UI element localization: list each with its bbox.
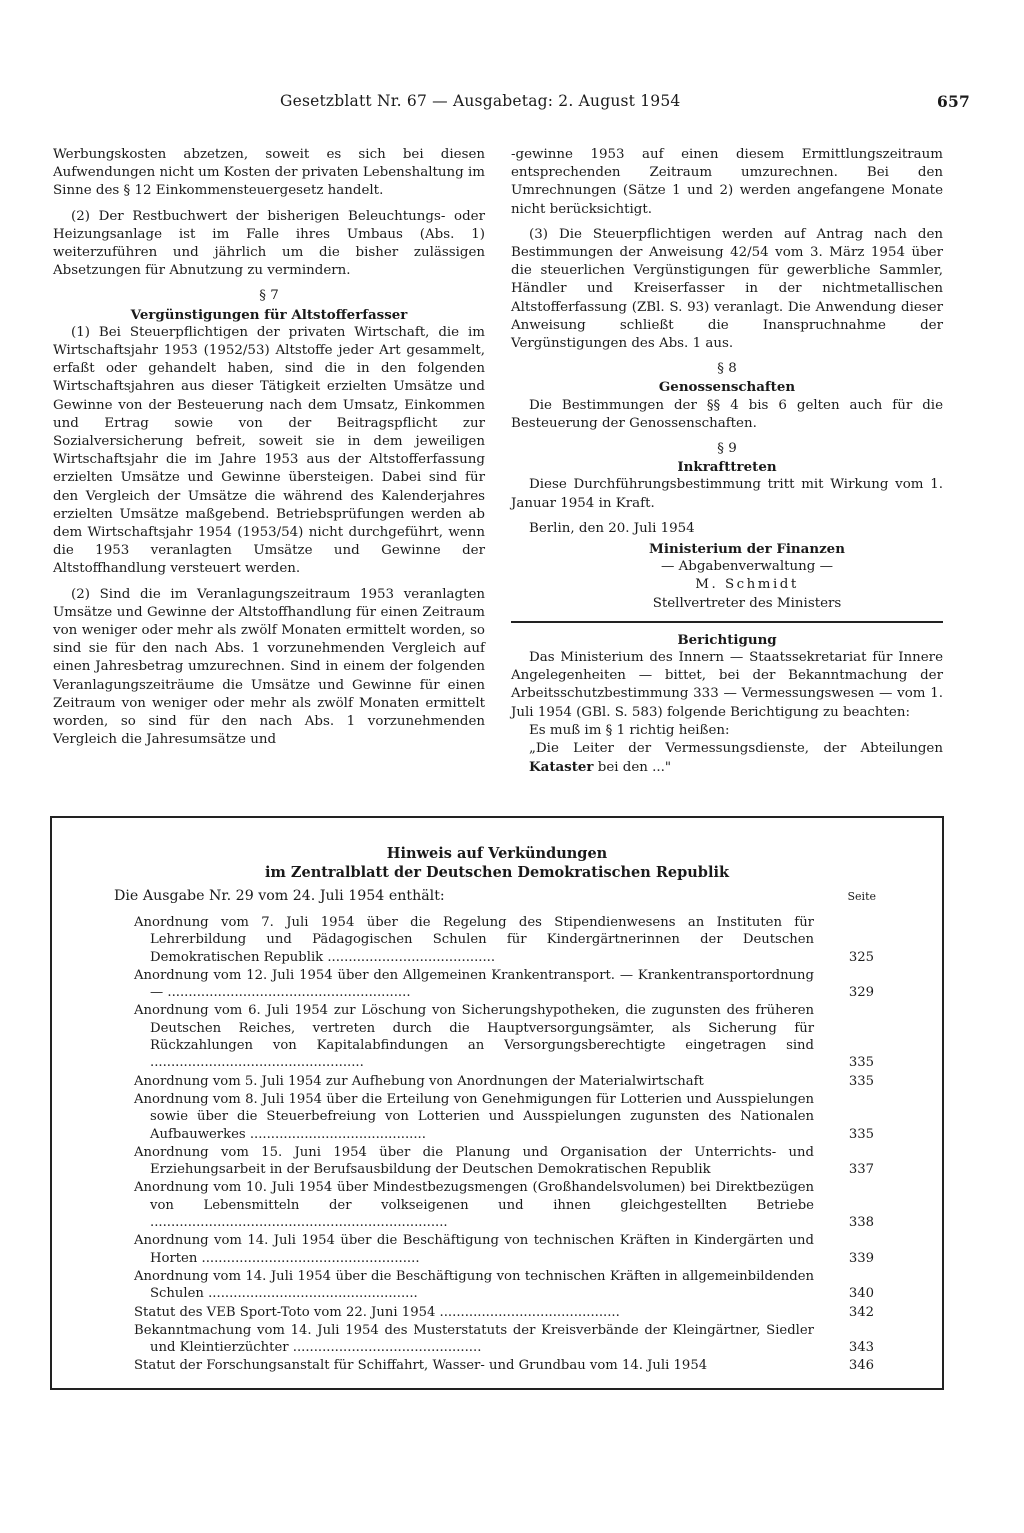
place-date: Berlin, den 20. Juli 1954 (529, 520, 695, 536)
entry-page: 346 (848, 1358, 874, 1374)
entry-page: 340 (848, 1286, 874, 1302)
entry-page: 342 (848, 1304, 874, 1320)
entry-text: Anordnung vom 6. Juli 1954 zur Löschung von Sicherungshypotheken, die zugunsten des früheren Deutschen Reiches, vertreten durch die Hauptversorgungsämter, als Sicherung für Rückzahlungen von Kapitalabfindungen an Versorgungsberechtigte eingetragen sind ................................................... (134, 1003, 814, 1071)
correction-text: Das Ministerium des Innern — Staatssekretariat für Innere Angelegenheiten — bittet, bei der Bekanntmachung der Arbeitsschutzbestimmung 333 — Vermessungswesen — vom 1. Juli 1954 (GBl. S. 583) folgende Berichtigung zu beachten: (511, 650, 943, 720)
entry-page: 335 (848, 1073, 874, 1089)
divider (511, 621, 943, 623)
list-item (134, 1179, 874, 1231)
page-number: 657 (937, 92, 970, 111)
correction-quote (529, 740, 943, 777)
left-column (53, 146, 485, 757)
entry-page: 343 (848, 1340, 874, 1356)
section-7-paragraph-2: (2) Sind die im Veranlagungszeitraum 1953 veranlagten Umsätze und Gewinne der Altstoffhandlung für einen Zeitraum von weniger oder mehr als zwölf Monaten ermittelt worden, so sind sie für den nach Abs. 1 vorzunehmenden Vergleich auf einen Jahresbetrag umzurechnen. Sind in einem der folgenden Veranlagungszeiträume die Umsätze und Gewinne für einen Zeitraum von weniger oder mehr als zwölf Monaten ermittelt worden, so sind für den nach Abs. 1 vorzunehmenden Vergleich die Jahresumsätze und (53, 586, 485, 748)
entry-text: Bekanntmachung vom 14. Juli 1954 des Musterstatuts der Kreisverbände der Kleingärtner, Siedler und Kleintierzüchter ............................................. (134, 1322, 814, 1356)
entry-text: Anordnung vom 8. Juli 1954 über die Erteilung von Genehmigungen für Lotterien und Ausspielungen sowie über die Steuerbefreiung von Lotterien und Ausspielungen zugunsten des Nationalen Aufbauwerkes .......................................... (134, 1091, 814, 1142)
list-item (134, 1073, 874, 1090)
signature-block (551, 540, 943, 613)
correction-line: Es muß im § 1 richtig heißen: (529, 722, 730, 738)
entry-page: 335 (848, 1055, 874, 1071)
section-7-paragraph-3: (3) Die Steuerpflichtigen werden auf Antrag nach den Bestimmungen der Anweisung 42/54 vom 3. März 1954 über die steuerlichen Vergünstigungen für gewerbliche Sammler, Händler und Kreiserfasser in der nichtmetallischen Altstofferfassung (ZBl. S. 93) veranlagt. Die Anwendung dieser Anweisung schließt die Inanspruchnahme der Vergünstigungen des Abs. 1 aus. (511, 226, 943, 352)
list-item (134, 1091, 874, 1143)
section-8-title: Genossenschaften (658, 379, 796, 396)
paragraph-continuation-right: -gewinne 1953 auf einen diesem Ermittlungszeitraum entsprechenden Zeitraum umzurechnen. Bei den Umrechnungen (Sätze 1 und 2) werden angefangene Monate nicht berücksichtigt. (511, 147, 943, 217)
signer-name: M. Schmidt (695, 577, 799, 593)
entry-page: 338 (848, 1215, 874, 1231)
entry-text: Anordnung vom 12. Juli 1954 über den Allgemeinen Krankentransport. — Krankentransportordnung — .......................................................... (134, 967, 814, 1001)
notice-title-line-2: im Zentralblatt der Deutschen Demokratischen Republik (264, 864, 730, 881)
entry-text: Anordnung vom 14. Juli 1954 über die Beschäftigung von technischen Kräften in allgemeinbildenden Schulen .................................................. (134, 1268, 814, 1302)
entry-text: Anordnung vom 5. Juli 1954 zur Aufhebung von Anordnungen der Materialwirtschaft (134, 1073, 704, 1089)
list-item (134, 1232, 874, 1267)
entry-text: Anordnung vom 15. Juni 1954 über die Planung und Organisation der Unterrichts- und Erziehungsarbeit in der Berufsausbildung der Deutschen Demokratischen Republik (134, 1144, 814, 1178)
quote-part-c: bei den ..." (593, 760, 672, 776)
entry-text: Statut des VEB Sport-Toto vom 22. Juni 1954 ........................................... (134, 1304, 620, 1320)
entry-page: 339 (848, 1250, 874, 1266)
quote-part-a: „Die Leiter der Vermessungsdienste, der Abteilungen (529, 741, 943, 757)
section-8-number: § 8 (717, 361, 737, 377)
section-7-number: § 7 (259, 288, 279, 304)
notice-box (50, 816, 944, 1390)
section-7-title: Vergünstigungen für Altstofferfasser (130, 306, 408, 323)
list-item (134, 967, 874, 1002)
entry-text: Anordnung vom 10. Juli 1954 über Mindestbezugsmengen (Großhandelsvolumen) bei Direktbezügen von Lebensmitteln der volkseigenen und ihnen gleichgestellten Betriebe ....................................................................... (134, 1180, 814, 1231)
list-item (134, 914, 874, 966)
right-column (511, 146, 943, 778)
notice-issue: Die Ausgabe Nr. 29 vom 24. Juli 1954 enthält: (114, 888, 445, 904)
correction-title: Berichtigung (677, 631, 777, 648)
department-name: — Abgabenverwaltung — (660, 559, 834, 575)
ministry-name: Ministerium der Finanzen (649, 541, 845, 558)
list-item (134, 1002, 874, 1071)
notice-list (134, 914, 874, 1376)
section-9-text: Diese Durchführungsbestimmung tritt mit Wirkung vom 1. Januar 1954 in Kraft. (511, 477, 943, 511)
paragraph-continuation: Werbungskosten abzetzen, soweit es sich bei diesen Aufwendungen nicht um Kosten der privaten Lebenshaltung im Sinne des § 12 Einkommensteuergesetz handelt. (53, 147, 485, 199)
entry-page: 337 (848, 1162, 874, 1178)
entry-page: 325 (848, 949, 874, 965)
entry-page: 335 (848, 1126, 874, 1142)
list-item (134, 1268, 874, 1303)
quote-part-b: Kataster (529, 759, 594, 776)
section-9-title: Inkrafttreten (677, 459, 777, 476)
list-item (134, 1304, 874, 1321)
list-item (134, 1322, 874, 1357)
section-8-text: Die Bestimmungen der §§ 4 bis 6 gelten auch für die Besteuerung der Genossenschaften. (511, 397, 943, 431)
notice-title (52, 844, 942, 882)
notice-title-line-1: Hinweis auf Verkündungen (386, 845, 608, 862)
section-9-number: § 9 (717, 441, 737, 457)
entry-text: Statut der Forschungsanstalt für Schiffahrt, Wasser- und Grundbau vom 14. Juli 1954 (134, 1358, 708, 1374)
entry-text: Anordnung vom 14. Juli 1954 über die Beschäftigung von technischen Kräften in Kindergärten und Horten .................................................... (134, 1233, 814, 1266)
header-title: Gesetzblatt Nr. 67 — Ausgabetag: 2. August 1954 (280, 92, 681, 110)
signer-role: Stellvertreter des Ministers (652, 595, 842, 611)
list-item (134, 1357, 874, 1374)
seite-label: Seite (847, 890, 876, 903)
entry-page: 329 (848, 985, 874, 1001)
section-7-paragraph-1: (1) Bei Steuerpflichtigen der privaten Wirtschaft, die im Wirtschaftsjahr 1953 (1952/53) Altstoffe jeder Art gesammelt, erfaßt oder gehandelt haben, sind die in den folgenden Wirtschaftsjahren aus dieser Tätigkeit erzielten Umsätze und Gewinne von der Besteuerung nach dem Umsatz, Einkommen und Ertrag sowie von der Beitragspflicht zur Sozialversicherung befreit, soweit sie in dem jeweiligen Wirtschaftsjahr die im Jahre 1953 aus der Altstofferfassung erzielten Umsätze und Gewinne übersteigen. Dabei sind für den Vergleich der Umsätze die während des Kalenderjahres erzielten Umsätze maßgebend. Betriebsprüfungen werden ab dem Wirtschaftsjahr 1954 (1953/54) nicht durchgeführt, wenn die 1953 veranlagten Umsätze und Gewinne der Altstoffhandlung versteuert werden. (53, 324, 485, 577)
list-item (134, 1144, 874, 1179)
entry-text: Anordnung vom 7. Juli 1954 über die Regelung des Stipendienwesens an Instituten für Lehrerbildung und Pädagogischen Schulen für Kindergärtnerinnen der Deutschen Demokratischen Republik ........................................ (134, 915, 814, 965)
paragraph-6-2: (2) Der Restbuchwert der bisherigen Beleuchtungs- oder Heizungsanlage ist im Falle ihres Umbaus (Abs. 1) weiterzuführen und jährlich um die bisher zulässigen Absetzungen für Abnutzung zu vermindern. (53, 208, 485, 279)
